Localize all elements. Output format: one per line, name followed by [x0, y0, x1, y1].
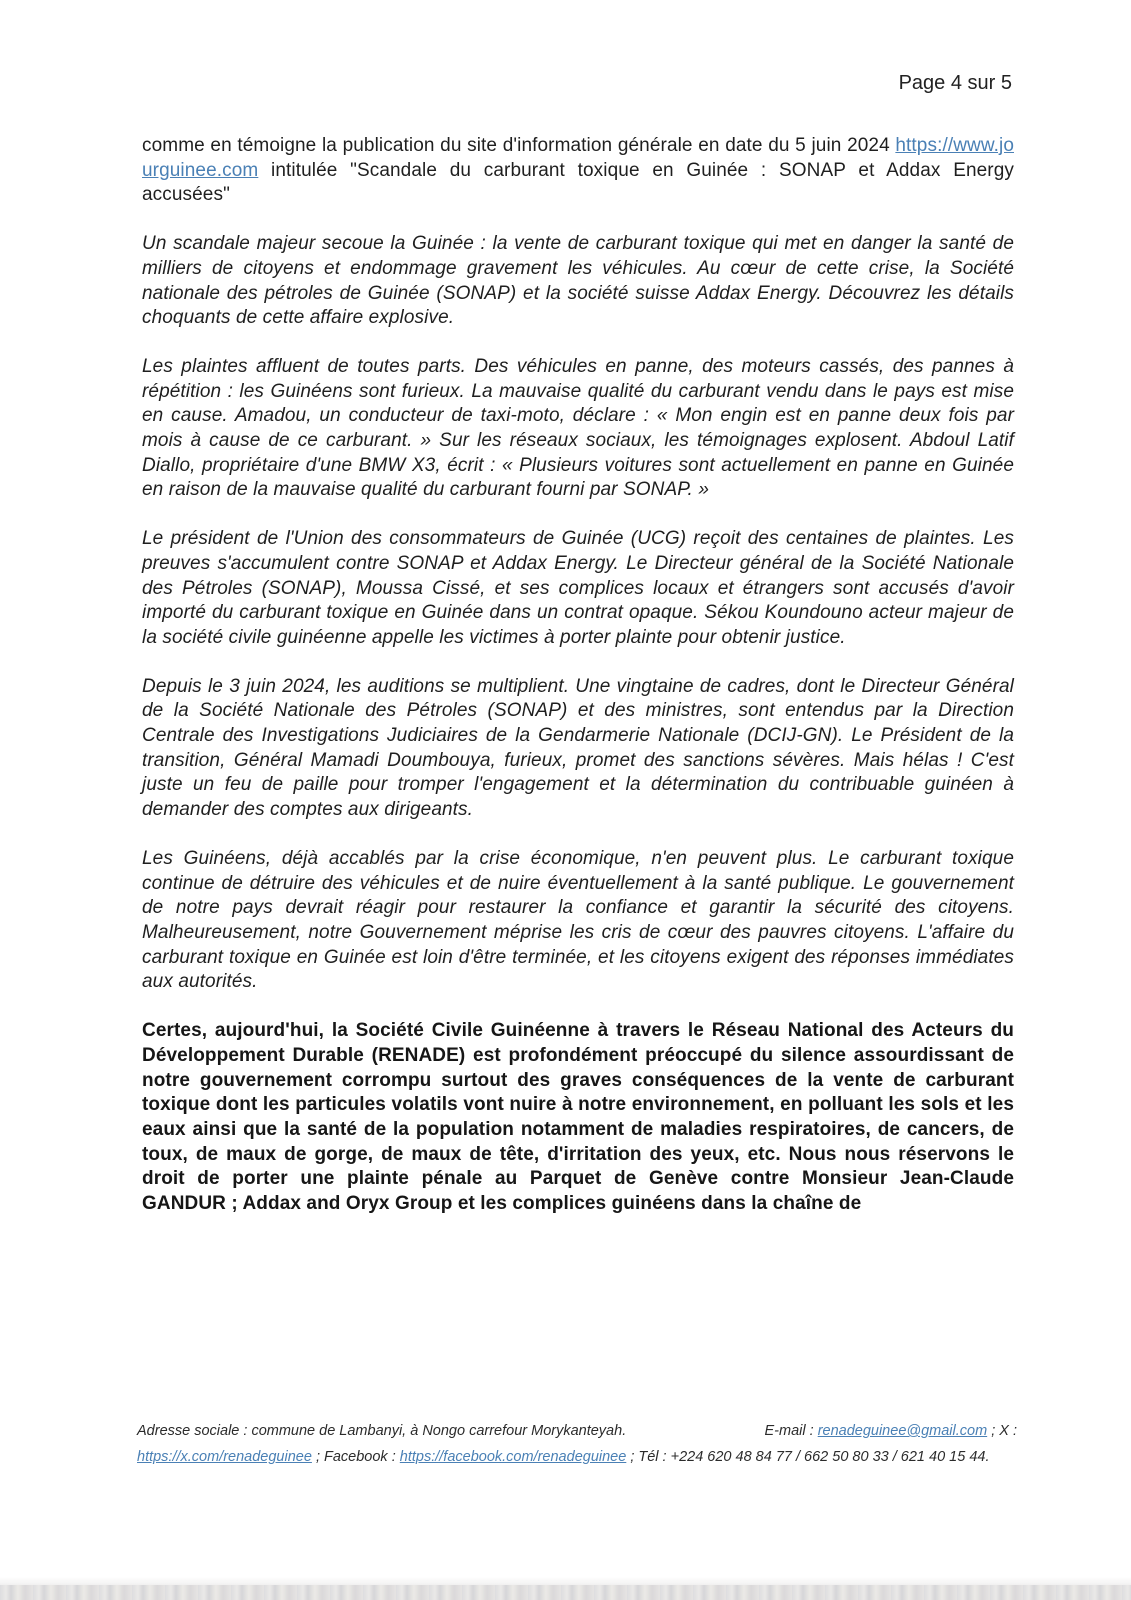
footer-address: Adresse sociale : commune de Lambanyi, à Nongo carrefour Morykanteyah.: [137, 1423, 627, 1439]
footer-facebook-label: ; Facebook :: [311, 1449, 400, 1465]
footer-email-group: [765, 1418, 1017, 1444]
document-body: [142, 134, 1014, 1241]
footer-x-label: ; X :: [987, 1423, 1017, 1439]
jourguinee-link[interactable]: https://www.jourguinee.com: [142, 135, 1014, 181]
footer-line-1: [137, 1418, 1017, 1444]
footer-email-link[interactable]: renadeguinee@gmail.com: [817, 1423, 988, 1439]
paragraph-scandal-overview: Un scandale majeur secoue la Guinée : la vente de carburant toxique qui met en danger la santé de milliers de citoyens et endommage gravement les véhicules. Au cœur de cette crise, la Société nationale des pétroles de Guinée (SONAP) et la société suisse Addax Energy. Découvrez les détails choquants de cette affaire explosive.: [142, 233, 1014, 329]
paragraph-ucg-president: Le président de l'Union des consommateurs de Guinée (UCG) reçoit des centaines de plaintes. Les preuves s'accumulent contre SONAP et Addax Energy. Le Directeur général de la Société Nationale des Pétroles (SONAP), Moussa Cissé, et ses complices locaux et étrangers sont accusés d'avoir importé du carburant toxique en Guinée dans un contrat opaque. Sékou Koundouno acteur majeur de la société civile guinéenne appelle les victimes à porter plainte pour obtenir justice.: [142, 528, 1014, 648]
paragraph-intro: [142, 134, 1014, 208]
intro-text-before: comme en témoigne la publication du site d'information générale en date du 5 juin 2024: [142, 135, 896, 156]
intro-text-after: intitulée "Scandale du carburant toxique en Guinée : SONAP et Addax Energy accusées": [142, 159, 1014, 206]
paragraph-complaints: Les plaintes affluent de toutes parts. Des véhicules en panne, des moteurs cassés, des pannes à répétition : les Guinéens sont furieux. La mauvaise qualité du carburant vendu dans le pays est mise en cause. Amadou, un conducteur de taxi-moto, déclare : « Mon engin est en panne deux fois par mois à cause de ce carburant. » Sur les réseaux sociaux, les témoignages explosent. Abdoul Latif Diallo, propriétaire d'une BMW X3, écrit : « Plusieurs voitures sont actuellement en panne en Guinée en raison de la mauvaise qualité du carburant fourni par SONAP. »: [142, 355, 1014, 501]
scan-artifact-strip: [0, 1585, 1131, 1600]
paragraph-renade-statement: Certes, aujourd'hui, la Société Civile Guinéenne à travers le Réseau National des Acteurs du Développement Durable (RENADE) est profondément préoccupé du silence assourdissant de notre gouvernement corrompu surtout des graves conséquences de la vente de carburant toxique dont les particules volatils vont nuire à notre environnement, en polluant les sols et les eaux ainsi que la santé de la population notamment de maladies respiratoires, de cancers, de toux, de maux de gorge, de maux de tête, d'irritation des yeux, etc. Nous nous réservons le droit de porter une plainte pénale au Parquet de Genève contre Monsieur Jean-Claude GANDUR ; Addax and Oryx Group et les complices guinéens dans la chaîne de: [142, 1020, 1014, 1215]
paragraph-auditions: Depuis le 3 juin 2024, les auditions se multiplient. Une vingtaine de cadres, dont le Directeur Général de la Société Nationale des Pétroles (SONAP) et des ministres, sont entendus par la Direction Centrale des Investigations Judiciaires de la Gendarmerie Nationale (DCIJ-GN). Le Président de la transition, Général Mamadi Doumbouya, furieux, promet des sanctions sévères. Mais hélas ! C'est juste un feu de paille pour tromper l'engagement et la détermination du contribuable guinéen à demander des comptes aux dirigeants.: [142, 675, 1014, 821]
footer-facebook-link[interactable]: https://facebook.com/renadeguinee: [399, 1449, 627, 1465]
footer: [137, 1418, 1017, 1470]
page-number: Page 4 sur 5: [898, 72, 1012, 94]
paragraph-guineens-accables: Les Guinéens, déjà accablés par la crise économique, n'en peuvent plus. Le carburant toxique continue de détruire des véhicules et de nuire éventuellement à la santé publique. Le gouvernement de notre pays devrait réagir pour restaurer la confiance et garantir la sécurité des citoyens. Malheureusement, notre Gouvernement méprise les cris de cœur des pauvres citoyens. L'affaire du carburant toxique en Guinée est loin d'être terminée, et les citoyens exigent des réponses immédiates aux autorités.: [142, 847, 1014, 993]
footer-email-label: E-mail :: [764, 1423, 818, 1439]
footer-line-2: [137, 1444, 1017, 1470]
footer-x-link[interactable]: https://x.com/renadeguinee: [137, 1449, 312, 1465]
footer-tel: ; Tél : +224 620 48 84 77 / 662 50 80 33 / 621 40 15 44.: [626, 1449, 990, 1465]
